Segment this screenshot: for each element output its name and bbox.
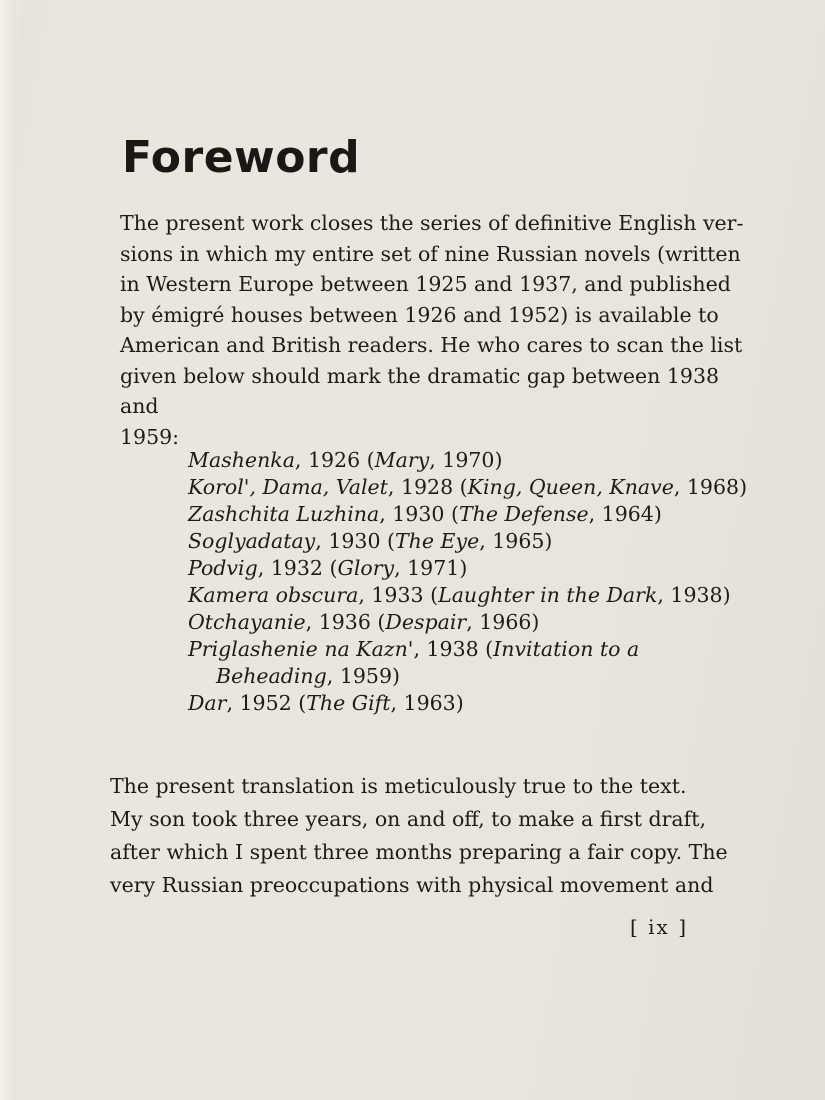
year: 1938 xyxy=(426,637,479,661)
year: 1936 xyxy=(318,610,371,634)
year: 1963 xyxy=(403,691,456,715)
list-item: Zashchita Luzhina, 1930 (The Defense, 1964) xyxy=(188,502,662,526)
text-line: given below should mark the dramatic gap between 1938 and xyxy=(120,363,720,418)
text-line: American and British readers. He who cares to scan the list xyxy=(120,333,743,357)
list-item: Kamera obscura, 1933 (Laughter in the Dark, 1938) xyxy=(188,583,731,607)
english-title: Despair xyxy=(385,610,467,634)
translation-paragraph xyxy=(110,770,764,902)
english-title: The Defense xyxy=(458,502,589,526)
list-item: Otchayanie, 1936 (Despair, 1966) xyxy=(188,610,540,634)
year: 1928 xyxy=(400,475,454,499)
list-item: Korol', Dama, Valet, 1928 (King, Queen, Knave, 1968) xyxy=(188,475,748,499)
year: 1965 xyxy=(492,529,545,553)
text-line: in Western Europe between 1925 and 1937, and published xyxy=(120,272,731,296)
text-line: sions in which my entire set of nine Russian novels (written xyxy=(120,241,741,266)
russian-title: Soglyadatay xyxy=(188,529,316,553)
text-line: The present translation is meticulously true to the text. xyxy=(110,774,687,798)
text-line: 1959: xyxy=(120,424,180,449)
english-title: Laughter in the Dark xyxy=(438,583,658,607)
page-edge xyxy=(0,0,16,1100)
russian-title: Zashchita Luzhina xyxy=(188,502,380,526)
year: 1966 xyxy=(479,610,532,634)
chapter-heading: Foreword xyxy=(122,132,361,183)
year: 1968 xyxy=(686,475,740,499)
year: 1930 xyxy=(328,529,381,553)
paragraph-line xyxy=(120,208,748,239)
english-title: Mary xyxy=(374,448,430,472)
intro-paragraph xyxy=(120,208,748,452)
english-title: King, Queen, Knave xyxy=(467,475,674,499)
list-item: Mashenka, 1926 (Mary, 1970) xyxy=(188,448,503,472)
paragraph-line xyxy=(120,239,748,270)
paragraph-line xyxy=(110,836,764,869)
year: 1938 xyxy=(670,583,723,607)
english-title: The Eye xyxy=(395,529,480,553)
russian-title: Podvig xyxy=(188,556,258,580)
text-line: after which I spent three months preparing a fair copy. The xyxy=(110,840,728,864)
list-item: Soglyadatay, 1930 (The Eye, 1965) xyxy=(188,529,553,553)
english-title: Glory xyxy=(337,556,395,580)
text-line: My son took three years, on and off, to make a first draft, xyxy=(110,807,706,831)
paragraph-line xyxy=(120,300,748,331)
year: 1971 xyxy=(407,556,460,580)
year: 1964 xyxy=(601,502,654,526)
english-title: Invitation to a Beheading xyxy=(216,637,640,688)
russian-title: Mashenka xyxy=(188,448,295,472)
text-line: The present work closes the series of definitive English ver- xyxy=(120,211,744,235)
year: 1926 xyxy=(307,448,361,472)
list-item: Dar, 1952 (The Gift, 1963) xyxy=(188,691,464,715)
paragraph-line xyxy=(120,361,748,422)
text-line: very Russian preoccupations with physical movement and xyxy=(110,873,714,897)
russian-title: Korol', Dama, Valet xyxy=(188,475,388,499)
year: 1959 xyxy=(339,664,392,688)
english-title: The Gift xyxy=(306,691,391,715)
paragraph-line xyxy=(110,770,764,803)
russian-title: Dar xyxy=(188,691,227,715)
russian-title: Kamera obscura xyxy=(188,583,359,607)
year: 1970 xyxy=(442,448,495,472)
paragraph-line xyxy=(110,869,764,902)
list-item: Podvig, 1932 (Glory, 1971) xyxy=(188,556,468,580)
paragraph-line xyxy=(120,269,748,300)
page-number: [ ix ] xyxy=(630,915,688,939)
paragraph-line xyxy=(110,803,764,836)
year: 1933 xyxy=(371,583,424,607)
paragraph-line xyxy=(120,330,748,361)
russian-title: Otchayanie xyxy=(188,610,306,634)
year: 1930 xyxy=(392,502,445,526)
list-item: Priglashenie na Kazn', 1938 (Invitation to a Beheading, 1959) xyxy=(188,637,640,688)
novel-list xyxy=(188,447,758,717)
text-line: by émigré houses between 1926 and 1952) is available to xyxy=(120,302,719,327)
year: 1932 xyxy=(270,556,323,580)
russian-title: Priglashenie na Kazn' xyxy=(188,637,414,661)
year: 1952 xyxy=(239,691,292,715)
